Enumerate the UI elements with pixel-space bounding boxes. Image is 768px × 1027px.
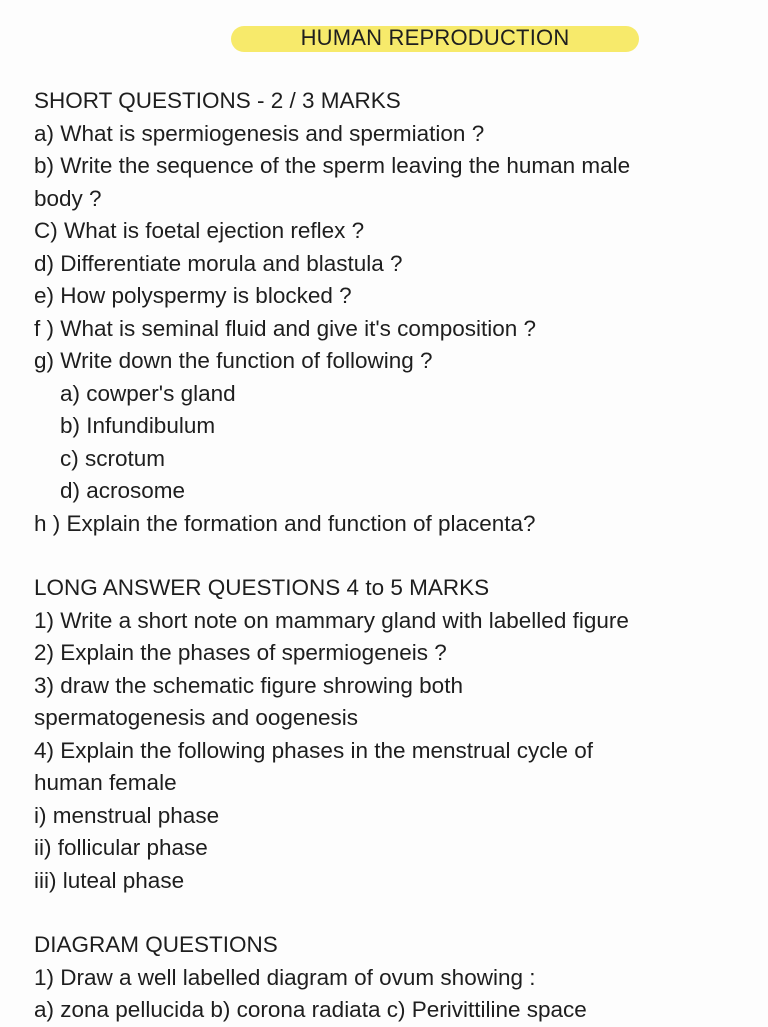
question-line: spermatogenesis and oogenesis — [34, 705, 358, 730]
question-line: g) Write down the function of following ? — [34, 348, 433, 373]
page-title-highlight — [231, 26, 639, 52]
question-line: a) What is spermiogenesis and spermiation ? — [34, 120, 485, 146]
question-line: body ? — [34, 185, 102, 211]
section-heading-short: SHORT QUESTIONS - 2 / 3 MARKS — [34, 88, 401, 113]
section-heading-diagram: DIAGRAM QUESTIONS — [34, 932, 278, 957]
question-line: 3) draw the schematic figure shrowing both — [34, 672, 463, 698]
section-spacer — [34, 540, 754, 572]
page-title: HUMAN REPRODUCTION — [300, 25, 570, 50]
question-line: f ) What is seminal fluid and give it's composition ? — [34, 315, 537, 341]
question-line: i) menstrual phase — [34, 802, 220, 828]
sub-item-line: c) scrotum — [60, 445, 166, 471]
question-line: b) Write the sequence of the sperm leaving the human male — [34, 153, 631, 178]
section-heading-long: LONG ANSWER QUESTIONS 4 to 5 MARKS — [34, 575, 490, 600]
sub-item-line: d) acrosome — [60, 478, 186, 503]
question-line: d) Differentiate morula and blastula ? — [34, 250, 403, 276]
document-body — [34, 85, 754, 1027]
question-line: C) What is foetal ejection reflex ? — [34, 218, 365, 243]
diagram-section — [34, 929, 754, 1027]
question-line: 1) Write a short note on mammary gland with labelled figure — [34, 607, 629, 633]
question-line: 4) Explain the following phases in the menstrual cycle of — [34, 737, 594, 763]
sub-item-line: b) Infundibulum — [60, 413, 216, 438]
sub-item-line: a) cowper's gland — [60, 380, 236, 406]
question-line: 1) Draw a well labelled diagram of ovum showing : — [34, 964, 536, 990]
question-line: e) How polyspermy is blocked ? — [34, 283, 352, 308]
section-spacer — [34, 897, 754, 929]
question-line: a) zona pellucida b) corona radiata c) Perivittiline space — [34, 997, 587, 1022]
question-line: iii) luteal phase — [34, 867, 185, 893]
question-line: h ) Explain the formation and function of placenta? — [34, 510, 536, 536]
long-answer-section — [34, 572, 754, 897]
question-line: ii) follicular phase — [34, 835, 208, 860]
short-questions-section — [34, 85, 754, 540]
question-line: human female — [34, 770, 177, 795]
question-line: 2) Explain the phases of spermiogeneis ? — [34, 640, 447, 665]
